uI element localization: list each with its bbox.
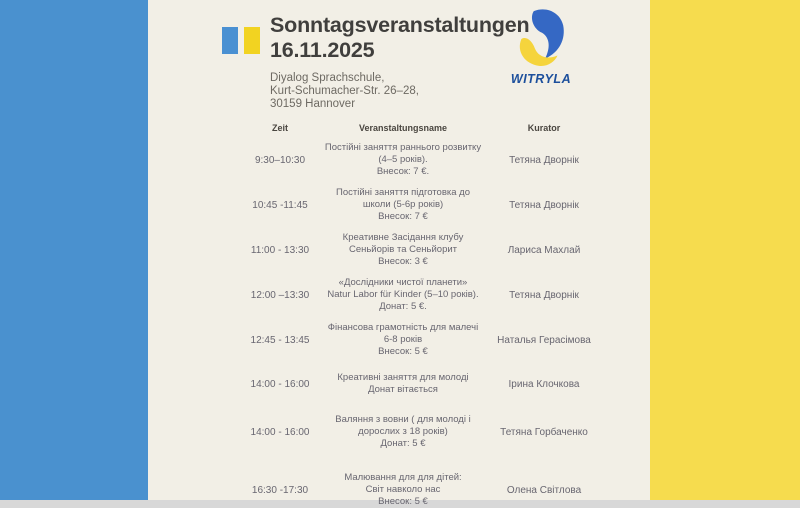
table-row bbox=[236, 187, 606, 223]
ukraine-flag-icon bbox=[222, 27, 260, 54]
event-curator: Тетяна Горбаченко bbox=[500, 426, 588, 438]
event-name bbox=[324, 187, 482, 223]
event-name-line: 6-8 років bbox=[383, 334, 423, 345]
event-name-line: Внесок: 3 € bbox=[378, 256, 428, 267]
poster-header bbox=[148, 13, 650, 111]
event-name-line: Креативні заняття для молоді bbox=[337, 372, 469, 383]
event-time: 12:45 - 13:45 bbox=[250, 334, 310, 346]
column-header-zeit: Zeit bbox=[271, 123, 288, 133]
event-time: 11:00 - 13:30 bbox=[250, 244, 310, 256]
event-name-line: Постійні заняття раннього розвитку bbox=[324, 142, 482, 153]
event-name-line: Малювання для для дітей: bbox=[344, 472, 462, 483]
table-row bbox=[236, 322, 606, 358]
event-curator: Ірина Клочкова bbox=[508, 378, 580, 390]
event-name-line: «Дослідники чистої планети» bbox=[338, 277, 468, 288]
event-curator: Наталья Герасімова bbox=[497, 334, 591, 346]
event-name-line: Сеньйорів та Сеньйорит bbox=[348, 244, 458, 255]
event-name-line: Внесок: 7 € bbox=[378, 211, 428, 222]
events-table bbox=[236, 123, 606, 508]
address-line-school: Diyalog Sprachschule, bbox=[270, 72, 385, 84]
table-row bbox=[236, 277, 606, 313]
event-name bbox=[324, 232, 482, 268]
event-name-line: Natur Labor für Kinder (5–10 років). bbox=[327, 289, 479, 300]
event-time: 10:45 -11:45 bbox=[252, 199, 308, 211]
event-curator: Лариса Махлай bbox=[507, 244, 581, 256]
event-curator: Олена Світлова bbox=[506, 484, 582, 496]
table-body bbox=[236, 142, 606, 508]
event-time: 9:30–10:30 bbox=[254, 154, 306, 166]
address-line-city: 30159 Hannover bbox=[270, 98, 356, 110]
event-name bbox=[324, 414, 482, 450]
flag-bar-yellow bbox=[244, 27, 260, 54]
event-name-line: Внесок: 5 € bbox=[378, 346, 428, 357]
event-name-line: Фінансова грамотність для малечі bbox=[327, 322, 479, 333]
table-row bbox=[236, 372, 606, 396]
address-line-street: Kurt-Schumacher-Str. 26–28, bbox=[270, 85, 419, 97]
event-name bbox=[324, 142, 482, 178]
column-header-name: Veranstaltungsname bbox=[358, 123, 448, 133]
event-name-line: Донат: 5 € bbox=[380, 438, 426, 449]
witryla-swirl-icon bbox=[515, 9, 567, 71]
event-curator: Тетяна Дворнік bbox=[509, 289, 579, 301]
event-name-line: дорослих з 18 років) bbox=[358, 426, 448, 437]
right-yellow-band bbox=[650, 0, 800, 500]
event-name bbox=[324, 322, 482, 358]
event-name-line: Внесок: 5 € bbox=[378, 496, 428, 507]
event-name bbox=[324, 372, 482, 396]
event-name bbox=[324, 277, 482, 313]
witryla-logo bbox=[506, 9, 576, 86]
table-row bbox=[236, 232, 606, 268]
event-name-line: Донат: 5 €. bbox=[379, 301, 427, 312]
poster-date: 16.11.2025 bbox=[270, 38, 375, 62]
poster-title: Sonntagsveranstaltungen bbox=[270, 13, 530, 37]
left-blue-band bbox=[0, 0, 148, 500]
event-name-line: Постійні заняття підготовка до bbox=[336, 187, 470, 198]
event-time: 12:00 –13:30 bbox=[250, 289, 310, 301]
event-poster bbox=[148, 0, 650, 507]
event-time: 14:00 - 16:00 bbox=[250, 426, 310, 438]
event-time: 16:30 -17:30 bbox=[251, 484, 309, 496]
event-name-line: Валяння з вовни ( для молоді і bbox=[335, 414, 471, 425]
witryla-logo-text: WITRYLA bbox=[510, 72, 572, 86]
title-block bbox=[270, 13, 529, 111]
flag-bar-blue bbox=[222, 27, 238, 54]
table-header-row bbox=[236, 123, 606, 133]
event-name-line: (4–5 років). bbox=[378, 154, 428, 165]
event-time: 14:00 - 16:00 bbox=[250, 378, 310, 390]
event-curator: Тетяна Дворнік bbox=[509, 199, 579, 211]
event-name-line: Внесок: 7 €. bbox=[376, 166, 430, 177]
event-name-line: Донат вітається bbox=[368, 384, 438, 395]
table-row bbox=[236, 414, 606, 450]
event-name-line: школи (5-6р років) bbox=[362, 199, 444, 210]
table-row bbox=[236, 142, 606, 178]
table-row bbox=[236, 472, 606, 508]
venue-address bbox=[270, 72, 529, 111]
event-name-line: Креативне Засідання клубу bbox=[342, 232, 464, 243]
event-name-line: Світ навколо нас bbox=[365, 484, 441, 495]
event-curator: Тетяна Дворнік bbox=[509, 154, 579, 166]
column-header-kurator: Kurator bbox=[527, 123, 561, 133]
event-name bbox=[324, 472, 482, 508]
